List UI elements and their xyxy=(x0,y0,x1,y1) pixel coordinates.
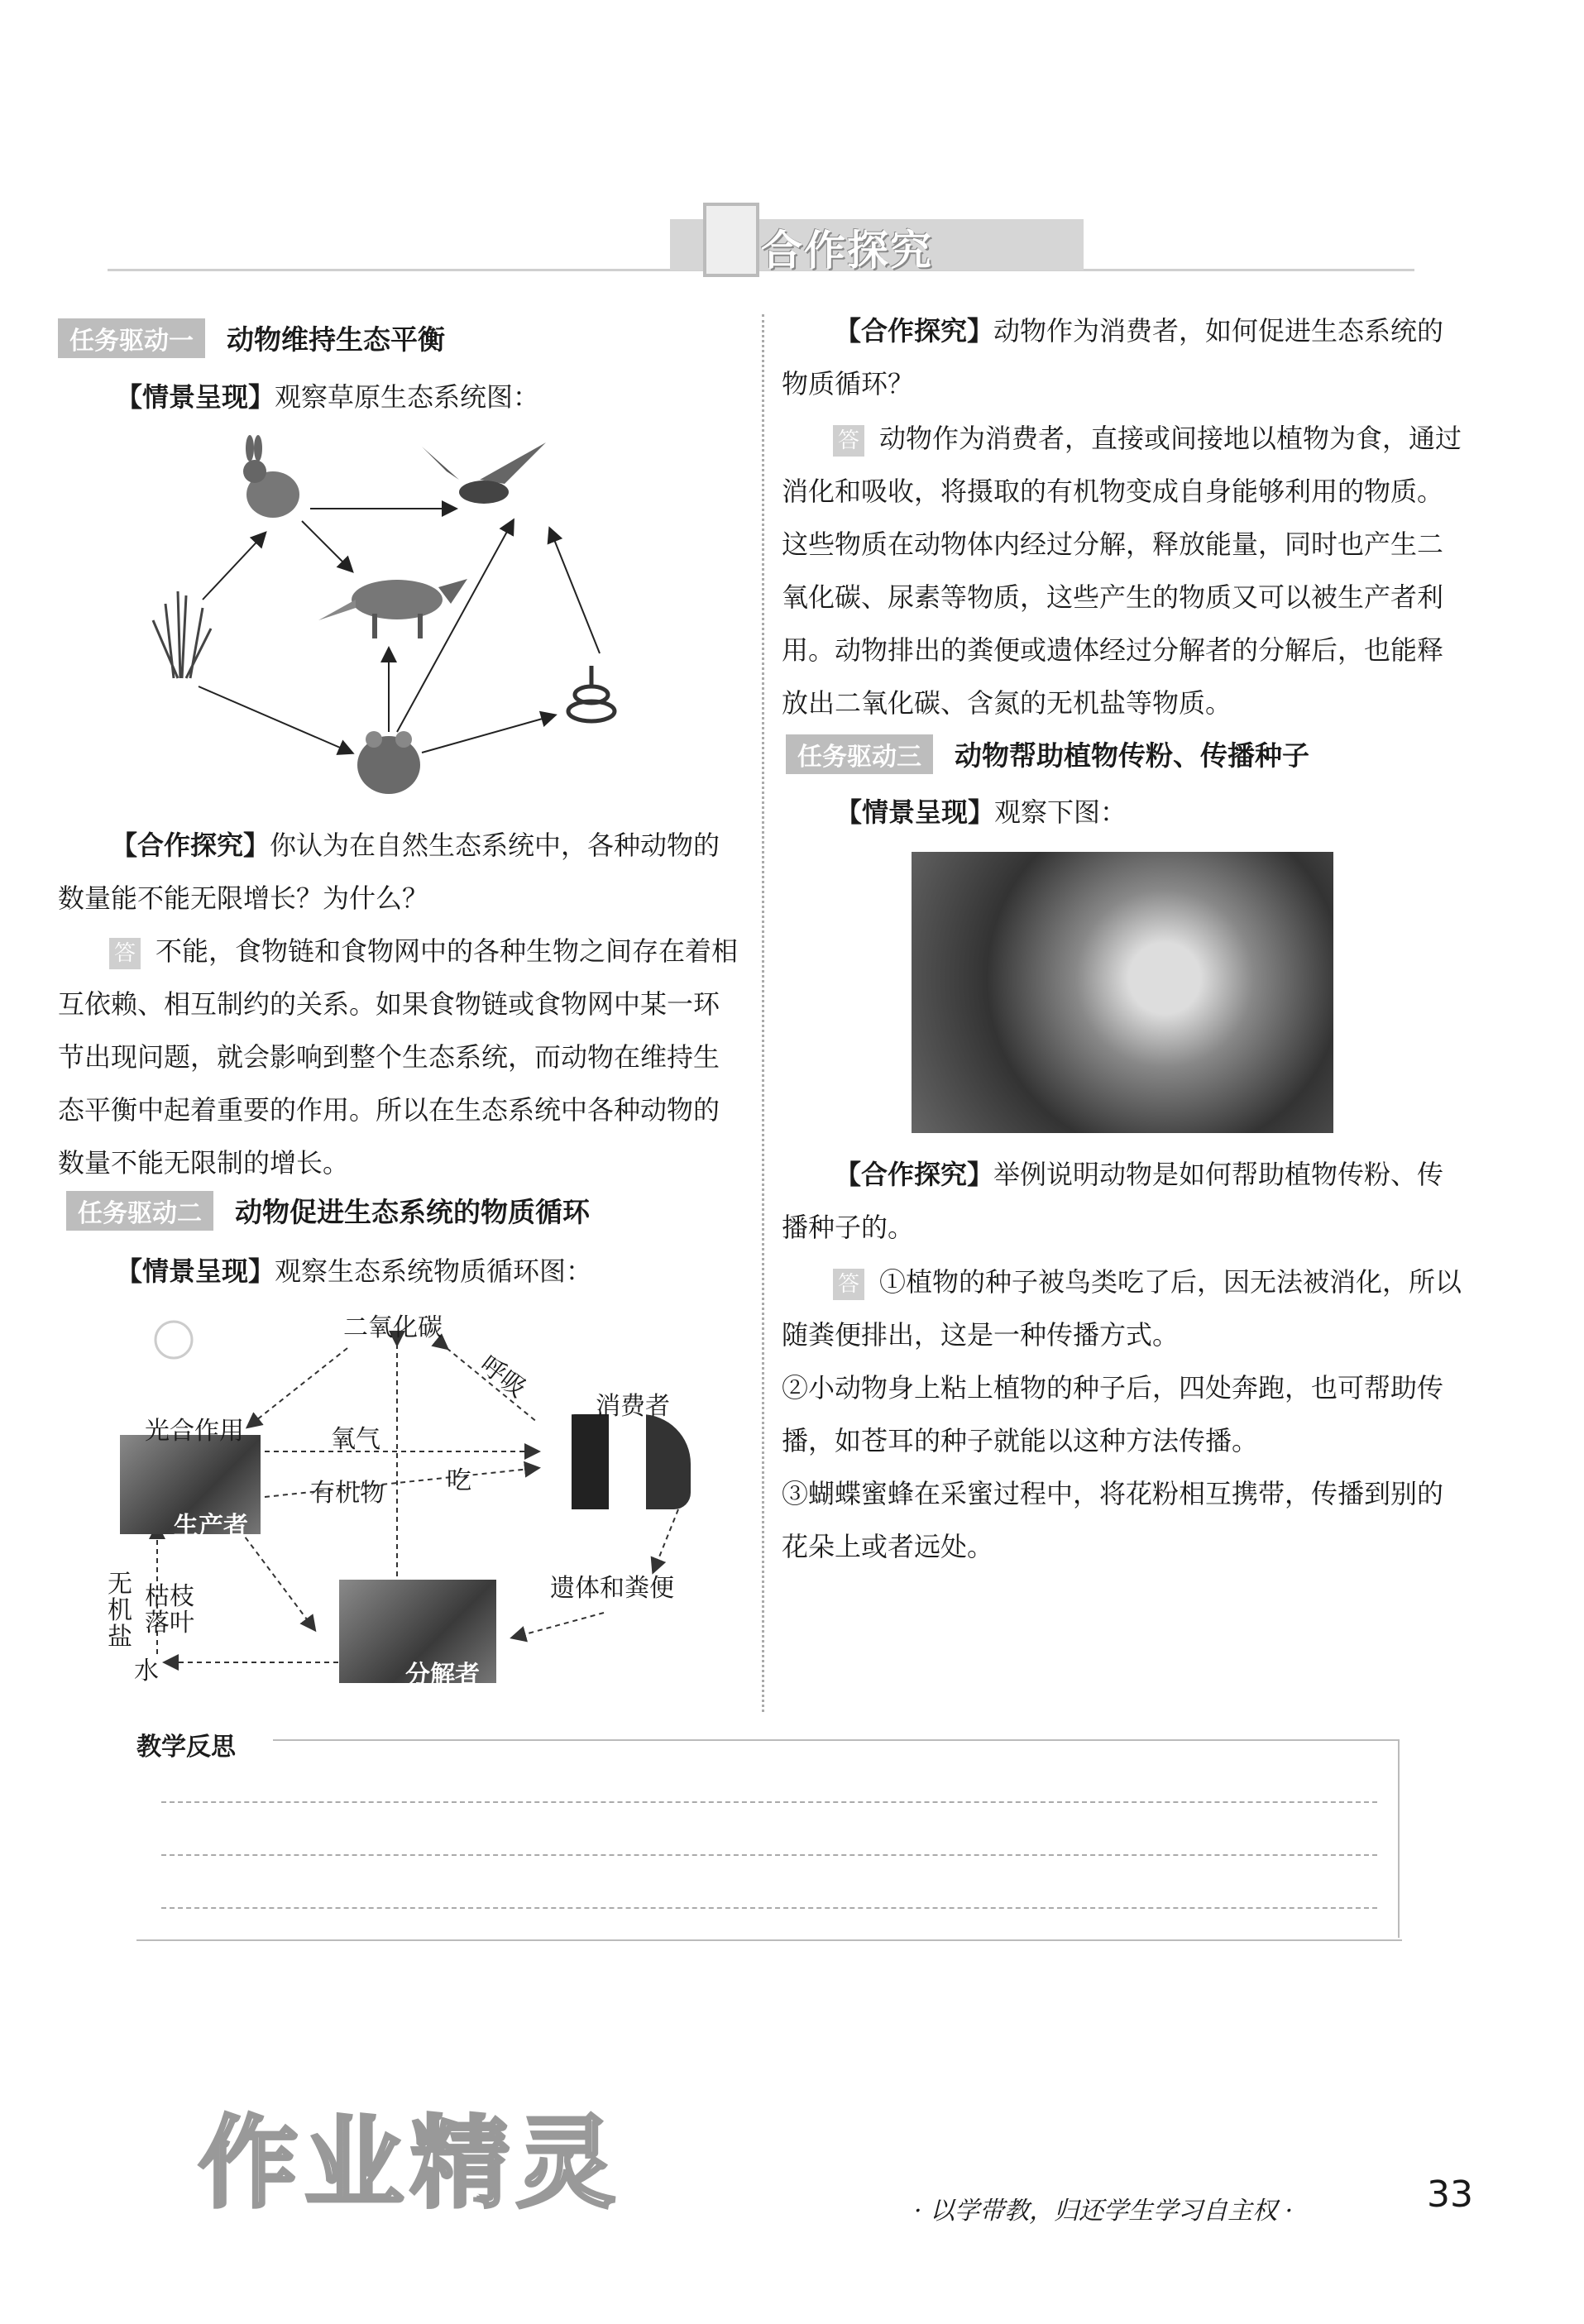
answer-item-2: ②小动物身上粘上植物的种子后，四处奔跑，也可帮助传播，如苍耳的种子就能以这种方法传播。 xyxy=(782,1372,1444,1456)
respiration-label: 呼吸 xyxy=(474,1350,532,1404)
task1-tag: 任务驱动一 xyxy=(58,318,205,358)
eagle-image xyxy=(422,442,546,504)
scene-text: 观察生态系统物质循环图： xyxy=(275,1255,593,1287)
answer-item-3: ③蝴蝶蜜蜂在采蜜过程中，将花粉相互携带，传播到别的花朵上或者远处。 xyxy=(782,1478,1444,1562)
task1-title: 动物维持生态平衡 xyxy=(227,323,445,356)
task1-heading xyxy=(58,318,744,358)
grass-image xyxy=(153,591,211,678)
task1-answer xyxy=(58,925,744,1189)
scene-label: 【情景呈现】 xyxy=(835,796,995,828)
explore-text: 举例说明动物是如何帮助植物传粉、传播种子的。 xyxy=(782,1159,1444,1243)
eat-label: 吃 xyxy=(447,1466,471,1495)
reflection-line-1[interactable] xyxy=(161,1801,1377,1803)
answer-badge: 答 xyxy=(833,1269,864,1300)
banner-letter-block xyxy=(703,203,759,277)
producer-label: 生产者 xyxy=(174,1512,248,1541)
task2-tag: 任务驱动二 xyxy=(66,1191,213,1231)
reflection-border xyxy=(1398,1739,1400,1938)
scene-text: 观察下图： xyxy=(994,796,1127,828)
answer-item-1 xyxy=(782,1255,1468,1361)
photosynthesis-label: 光合作用 xyxy=(145,1417,244,1446)
task2-scene xyxy=(116,1245,744,1298)
snake-image xyxy=(568,666,615,721)
explore-text: 动物作为消费者，如何促进生态系统的物质循环？ xyxy=(782,315,1444,399)
material-cycle-diagram xyxy=(108,1307,703,1704)
explore-text: 你认为在自然生态系统中，各种动物的数量能不能无限增长？为什么？ xyxy=(58,830,720,914)
inorganic-label: 无机盐 xyxy=(108,1570,132,1652)
scene-label: 【情景呈现】 xyxy=(116,381,275,413)
right-answer xyxy=(782,412,1468,729)
remains-label: 遗体和粪便 xyxy=(550,1574,674,1603)
oxygen-label: 氧气 xyxy=(331,1425,380,1454)
task3-scene xyxy=(835,786,1464,839)
co2-label: 二氧化碳 xyxy=(343,1313,443,1342)
explore-label: 【合作探究】 xyxy=(835,315,994,347)
water-label: 水 xyxy=(134,1657,159,1686)
answer-badge: 答 xyxy=(109,938,141,969)
answer-text: 不能，食物链和食物网中的各种生物之间存在着相互依赖、相互制约的关系。如果食物链或食物网中某一环节出现问题，就会影响到整个生态系统，而动物在维持生态平衡中起着重要的作用。所以在生态系统中各种动物的数量不能无限制的增长。 xyxy=(58,935,739,1179)
answer-text: 动物作为消费者，直接或间接地以植物为食，通过消化和吸收，将摄取的有机物变成自身能够利用的物质。这些物质在动物体内经过分解，释放能量，同时也产生二氧化碳、尿素等物质，这些产生的物质又可以被生产者利用。动物排出的粪便或遗体经过分解者的分解后，也能释放出二氧化碳、含氮的无机盐等物质。 xyxy=(782,423,1462,719)
reflection-label: 教学反思 xyxy=(136,1733,236,1762)
reflection-bottom-rule xyxy=(136,1939,1402,1941)
section-banner xyxy=(108,203,1414,277)
column-divider xyxy=(762,314,764,1712)
rabbit-image xyxy=(243,435,299,518)
grassland-food-web xyxy=(149,430,629,811)
chipmunk-photo xyxy=(912,852,1333,1133)
task3-tag: 任务驱动三 xyxy=(786,734,933,774)
task3-heading xyxy=(786,734,1472,774)
fox-image xyxy=(318,579,467,638)
consumer-label: 消费者 xyxy=(596,1392,670,1421)
task1-explore xyxy=(58,819,744,925)
cow-image xyxy=(542,1414,691,1509)
task3-title: 动物帮助植物传粉、传播种子 xyxy=(955,739,1309,772)
reflection-line-2[interactable] xyxy=(161,1854,1377,1856)
reflection-box xyxy=(136,1716,1402,1948)
scene-label: 【情景呈现】 xyxy=(116,1255,275,1287)
page-number: 33 xyxy=(1427,2173,1473,2216)
footer-slogan: · 以学带教，归还学生学习自主权 · xyxy=(914,2197,1294,2226)
reflection-rule xyxy=(273,1739,1398,1741)
task1-scene xyxy=(116,371,744,423)
reflection-line-3[interactable] xyxy=(161,1907,1377,1909)
section-title: 合作探究 xyxy=(761,227,933,275)
sun-icon xyxy=(156,1322,192,1358)
watermark: 作业精灵 xyxy=(199,2106,622,2221)
task3-answer xyxy=(782,1255,1468,1573)
scene-text: 观察草原生态系统图： xyxy=(275,381,540,413)
answer-badge: 答 xyxy=(833,425,864,457)
right-explore xyxy=(782,304,1468,410)
organic-label: 有机物 xyxy=(310,1479,385,1508)
branches-leaves-label: 枯枝落叶 xyxy=(145,1582,194,1638)
decomposer-label: 分解者 xyxy=(405,1661,480,1690)
mouse-image xyxy=(357,731,420,794)
task2-title: 动物促进生态系统的物质循环 xyxy=(235,1196,590,1228)
task2-heading xyxy=(66,1191,753,1231)
explore-label: 【合作探究】 xyxy=(111,830,270,861)
answer-text: ①植物的种子被鸟类吃了后，因无法被消化，所以随粪便排出，这是一种传播方式。 xyxy=(782,1266,1462,1351)
task3-explore xyxy=(782,1148,1468,1254)
explore-label: 【合作探究】 xyxy=(835,1159,994,1190)
